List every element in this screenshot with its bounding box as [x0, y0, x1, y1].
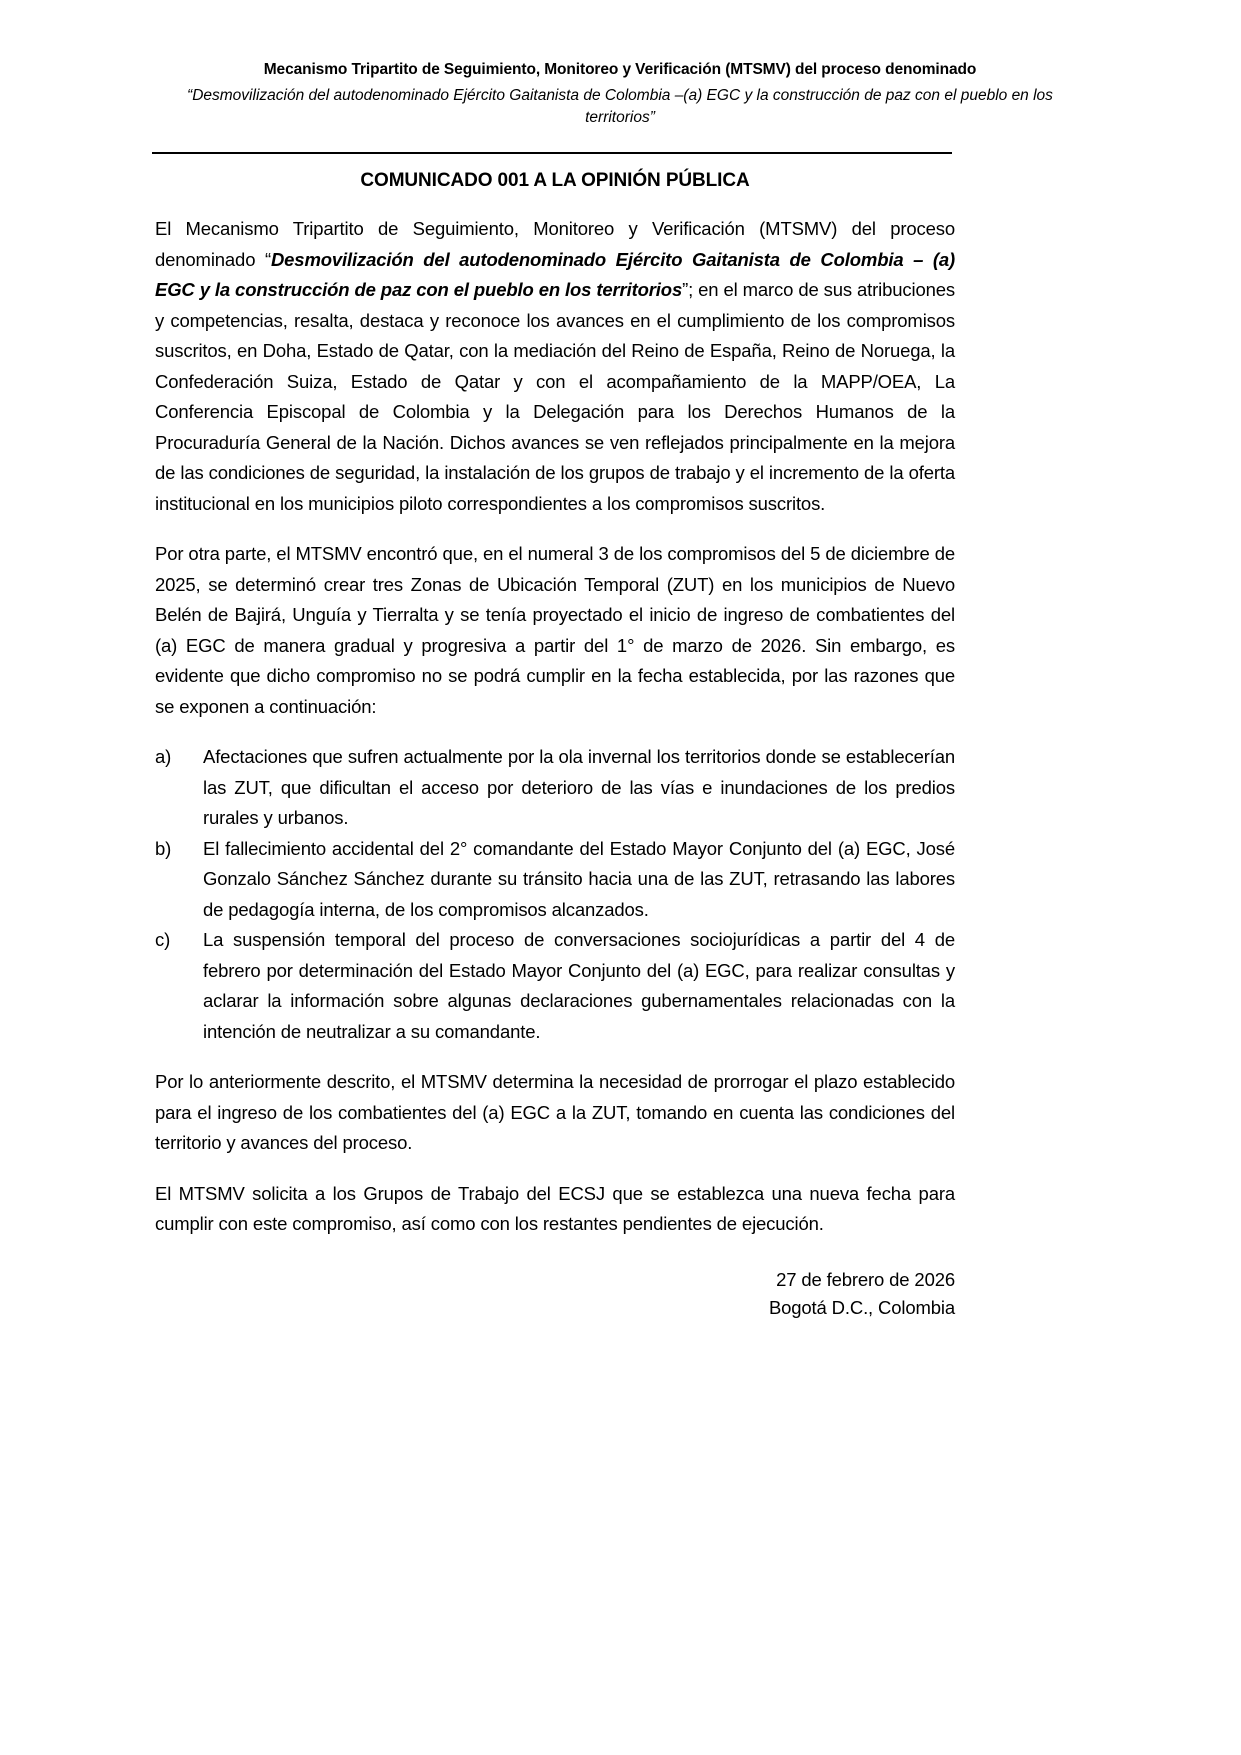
list-item: [155, 925, 955, 1047]
header-divider: [152, 152, 952, 154]
paragraph-intro-part2: ”; en el marco de sus atribuciones y competencias, resalta, destaca y reconoce los avances en el cumplimiento de los compromisos suscritos, en Doha, Estado de Qatar, con la mediación del Reino de España, Reino de Noruega, la Confederación Suiza, Estado de Qatar y con el acompañamiento de la MAPP/OEA, La Conferencia Episcopal de Colombia y la Delegación para los Derechos Humanos de la Procuraduría General de la Nación. Dichos avances se ven reflejados principalmente en la mejora de las condiciones de seguridad, la instalación de los grupos de trabajo y el incremento de la oferta institucional en los municipios piloto correspondientes a los compromisos suscritos.: [155, 279, 955, 514]
document-header: [170, 60, 1070, 129]
paragraph-intro: [155, 214, 955, 519]
page-title: COMUNICADO 001 A LA OPINIÓN PÚBLICA: [360, 170, 750, 191]
list-item-text: Afectaciones que sufren actualmente por la ola invernal los territorios donde se establecerían las ZUT, que dificultan el acceso por deterioro de las vías e inundaciones de los predios rurales y urbanos.: [203, 746, 955, 829]
list-item-marker: b): [155, 837, 172, 859]
reasons-list: [155, 742, 955, 1047]
paragraph-zut-context: Por otra parte, el MTSMV encontró que, en el numeral 3 de los compromisos del 5 de diciembre de 2025, se determinó crear tres Zonas de Ubicación Temporal (ZUT) en los municipios de Nuevo Belén de Bajirá, Unguía y Tierralta y se tenía proyectado el inicio de ingreso de combatientes del (a) EGC de manera gradual y progresiva a partir del 1° de marzo de 2026. Sin embargo, es evidente que dicho compromiso no se podrá cumplir en la fecha establecida, por las razones que se exponen a continuación:: [155, 543, 955, 717]
header-subtitle-line: “Desmovilización del autodenominado Ejército Gaitanista de Colombia –(a) EGC y la construcción de paz con el pueblo en los territorios”: [187, 86, 1053, 126]
list-item-text: El fallecimiento accidental del 2° comandante del Estado Mayor Conjunto del (a) EGC, José Gonzalo Sánchez Sánchez durante su tránsito hacia una de las ZUT, retrasando las labores de pedagogía interna, de los compromisos alcanzados.: [203, 837, 955, 920]
header-title-line: Mecanismo Tripartito de Seguimiento, Monitoreo y Verificación (MTSMV) del proceso denominado: [263, 61, 977, 78]
list-item: [155, 834, 955, 926]
list-item-text: La suspensión temporal del proceso de conversaciones sociojurídicas a partir del 4 de febrero por determinación del Estado Mayor Conjunto del (a) EGC, para realizar consultas y aclarar la información sobre algunas declaraciones gubernamentales relacionadas con la intención de neutralizar a su comandante.: [203, 929, 955, 1042]
closing-place: Bogotá D.C., Colombia: [768, 1296, 955, 1318]
paragraph-intro-emphasis: Desmovilización del autodenominado Ejército Gaitanista de Colombia – (a) EGC y la construcción de paz con el pueblo en los territorios: [155, 248, 955, 301]
closing-date: 27 de febrero de 2026: [776, 1268, 955, 1290]
document-body: [155, 170, 955, 1321]
paragraph-conclusion: Por lo anteriormente descrito, el MTSMV determina la necesidad de prorrogar el plazo establecido para el ingreso de los combatientes del (a) EGC a la ZUT, tomando en cuenta las condiciones del territorio y avances del proceso.: [155, 1071, 955, 1154]
paragraph-intro-part1: El Mecanismo Tripartito de Seguimiento, Monitoreo y Verificación (MTSMV) del proceso denominado “: [155, 218, 955, 270]
paragraph-request: El MTSMV solicita a los Grupos de Trabajo del ECSJ que se establezca una nueva fecha para cumplir con este compromiso, así como con los restantes pendientes de ejecución.: [155, 1182, 955, 1235]
list-item: [155, 742, 955, 834]
document-closing: [155, 1266, 955, 1322]
list-item-marker: c): [155, 929, 171, 951]
list-item-marker: a): [155, 746, 172, 768]
